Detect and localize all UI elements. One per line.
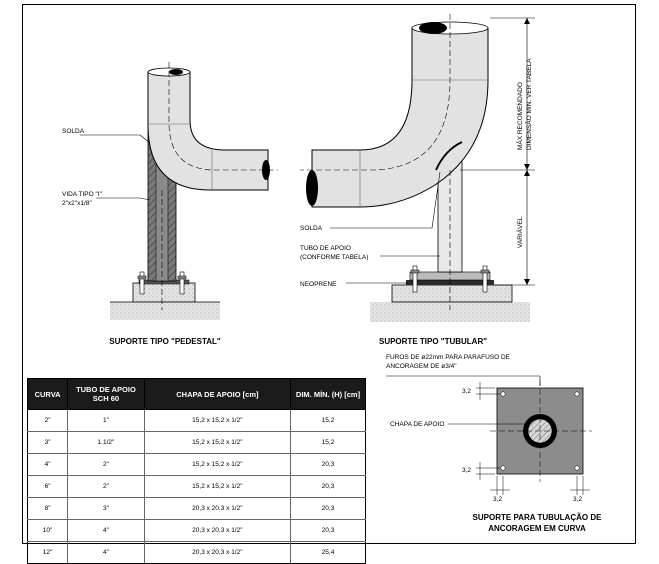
cell-chapa: 20,3 x 20,3 x 1/2" <box>144 498 290 520</box>
cell-curva: 6" <box>28 476 68 498</box>
cell-tubo: 2" <box>68 454 145 476</box>
dim-bottom: 3,2 <box>462 467 472 474</box>
cell-curva: 12" <box>28 542 68 564</box>
cell-chapa: 20,3 x 20,3 x 1/2" <box>144 520 290 542</box>
cell-dim: 15,2 <box>291 432 366 454</box>
chapa-label: CHAPA DE APOIO <box>390 421 445 428</box>
cell-dim: 20,3 <box>291 498 366 520</box>
cell-tubo: 3" <box>68 498 145 520</box>
support-tube-note: (CONFORME TABELA) <box>300 254 369 261</box>
cell-curva: 2" <box>28 410 68 432</box>
support-spec-table <box>27 378 366 564</box>
cell-chapa: 15,2 x 15,2 x 1/2" <box>144 432 290 454</box>
furos-label: FUROS DE ø22mm PARA PARAFUSO DE <box>386 354 511 361</box>
pedestal-foundation <box>110 302 220 320</box>
tubular-weld-label: SOLDA <box>300 225 323 232</box>
dim-variable-label: VARIÁVEL <box>517 216 524 248</box>
dim-max-label: MÁX RECOMENDADO <box>517 82 524 150</box>
dim-left: 3,2 <box>493 496 503 503</box>
table-row <box>28 410 366 432</box>
pipe-opening-side <box>306 170 318 206</box>
anchor-caption-line1: SUPORTE PARA TUBULAÇÃO DE <box>472 513 602 522</box>
pedestal-elbow-pipe <box>148 72 268 190</box>
cell-curva: 4" <box>28 454 68 476</box>
table-row <box>28 498 366 520</box>
anchor-caption-line2: ANCORAGEM EM CURVA <box>488 524 586 533</box>
dim-min-label: DIMENSÃO MIN. VER TABELA <box>526 58 533 150</box>
col-header-curva: CURVA <box>28 379 68 410</box>
cell-chapa: 15,2 x 15,2 x 1/2" <box>144 410 290 432</box>
cell-curva: 10" <box>28 520 68 542</box>
pedestal-beam-label: VIDA TIPO "I" <box>62 191 102 198</box>
bolt-hole <box>501 466 505 470</box>
anchor-bolt-size-label: ANCORAGEM DE ø3/4" <box>386 363 457 370</box>
table-row <box>28 542 366 564</box>
support-tube-label: TUBO DE APOIO <box>300 245 351 252</box>
cell-chapa: 15,2 x 15,2 x 1/2" <box>144 476 290 498</box>
tubular-support <box>300 14 535 346</box>
tubular-base-block <box>392 285 512 302</box>
cell-tubo: 1" <box>68 410 145 432</box>
table-header-row <box>28 379 366 410</box>
dim-right: 3,2 <box>573 496 583 503</box>
cell-dim: 20,3 <box>291 454 366 476</box>
cell-chapa: 15,2 x 15,2 x 1/2" <box>144 454 290 476</box>
cell-chapa: 20,3 x 20,3 x 1/2" <box>144 542 290 564</box>
cell-curva: 3" <box>28 432 68 454</box>
table-row <box>28 476 366 498</box>
cell-tubo: 1.1/2" <box>68 432 145 454</box>
tubular-caption: SUPORTE TIPO "TUBULAR" <box>378 337 488 346</box>
cell-dim: 20,3 <box>291 476 366 498</box>
bolt-hole <box>501 392 505 396</box>
bolt-hole <box>575 392 579 396</box>
table-row <box>28 432 366 454</box>
pedestal-caption: SUPORTE TIPO "PEDESTAL" <box>109 337 221 346</box>
cell-dim: 20,3 <box>291 520 366 542</box>
cell-tubo: 2" <box>68 476 145 498</box>
cell-dim: 25,4 <box>291 542 366 564</box>
col-header-tubo: TUBO DE APOIO SCH 60 <box>68 379 145 410</box>
pedestal-weld-label: SOLDA <box>62 128 85 135</box>
cell-tubo: 4" <box>68 520 145 542</box>
cell-curva: 8" <box>28 498 68 520</box>
bolt-hole <box>575 466 579 470</box>
neoprene-label: NEOPRENE <box>300 281 337 288</box>
col-header-dim: DIM. MÍN. (H) [cm] <box>291 379 366 410</box>
cell-tubo: 4" <box>68 542 145 564</box>
table-row <box>28 520 366 542</box>
pedestal-beam-size: 2"x2"x1/8" <box>62 200 92 207</box>
table-row <box>28 454 366 476</box>
pedestal-support <box>62 62 278 346</box>
cell-dim: 15,2 <box>291 410 366 432</box>
dim-top: 3,2 <box>462 388 472 395</box>
col-header-chapa: CHAPA DE APOIO [cm] <box>144 379 290 410</box>
anchor-plate-plan <box>386 354 602 533</box>
